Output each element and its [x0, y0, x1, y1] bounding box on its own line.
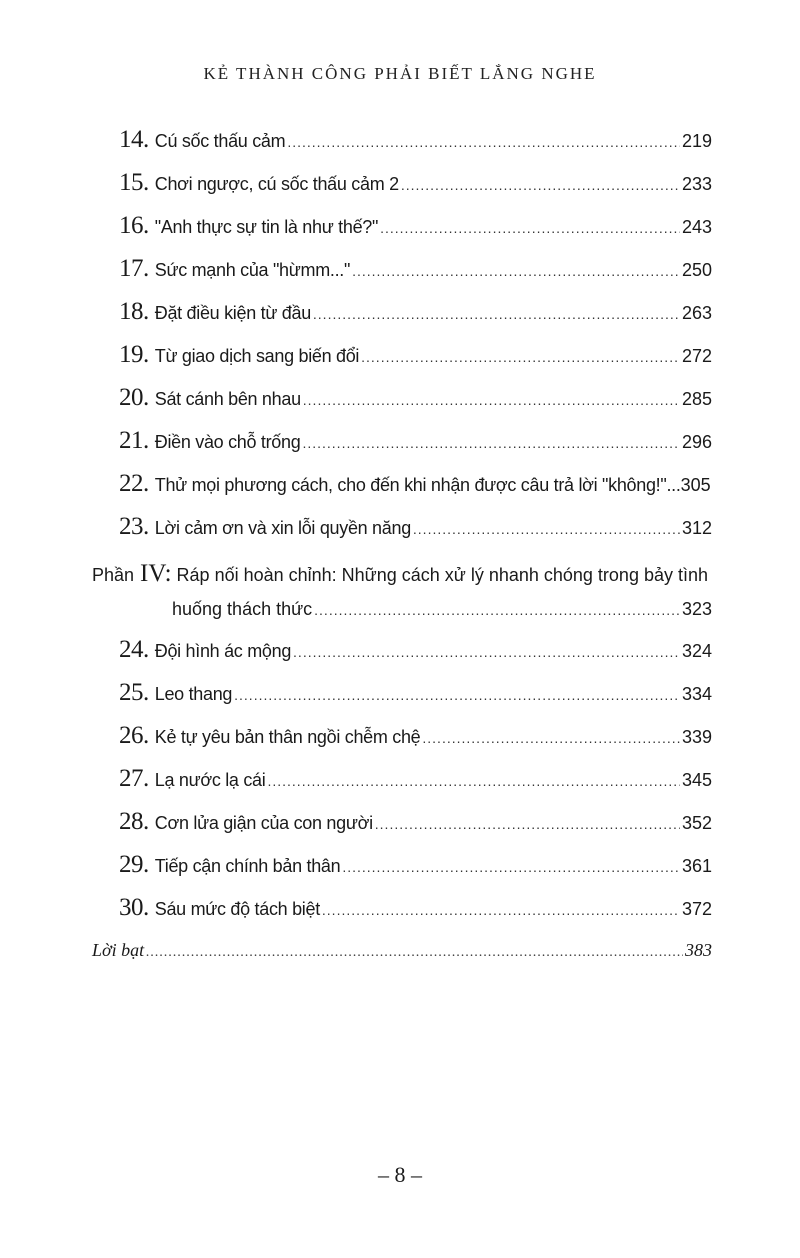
- page-number: 296: [681, 432, 712, 452]
- toc-entry-24[interactable]: [92, 628, 712, 671]
- chapter-number: 20.: [119, 384, 149, 411]
- part-title-line1: Ráp nối hoàn chỉnh: Những cách xử lý nhanh chóng trong bảy tình: [176, 565, 708, 585]
- dot-leader: [342, 846, 680, 889]
- page-number: 233: [681, 174, 712, 194]
- toc-entry-15[interactable]: [92, 161, 712, 204]
- dot-leader: [302, 422, 680, 465]
- chapter-number: 24.: [119, 636, 149, 663]
- dot-leader: [380, 207, 680, 250]
- dot-leader: [234, 674, 680, 717]
- chapter-title: Cơn lửa giận của con người: [154, 813, 373, 833]
- chapter-title: Từ giao dịch sang biến đổi: [154, 346, 360, 366]
- toc-entry-23[interactable]: [92, 505, 712, 548]
- toc-entry-21[interactable]: [92, 419, 712, 462]
- chapter-title: Leo thang: [154, 684, 233, 704]
- chapter-title: Sát cánh bên nhau: [154, 389, 301, 409]
- page-number: 334: [681, 684, 712, 704]
- dot-leader: [352, 250, 680, 293]
- chapter-title: Đặt điều kiện từ đầu: [154, 303, 311, 323]
- page-number: 345: [681, 770, 712, 790]
- dot-leader: [413, 508, 680, 551]
- dot-leader: [401, 164, 680, 207]
- chapter-number: 23.: [119, 513, 149, 540]
- chapter-title: Sáu mức độ tách biệt: [154, 899, 320, 919]
- page-number: 305: [680, 475, 711, 495]
- page-number: 323: [681, 599, 712, 619]
- chapter-number: 21.: [119, 427, 149, 454]
- page-number: 339: [681, 727, 712, 747]
- page-number: 361: [681, 856, 712, 876]
- toc-entry-17[interactable]: [92, 247, 712, 290]
- chapter-title: Cú sốc thấu cảm: [154, 131, 286, 151]
- chapter-number: 16.: [119, 212, 149, 239]
- page-number: 372: [681, 899, 712, 919]
- dot-leader: [375, 803, 680, 846]
- page-number: 312: [681, 518, 712, 538]
- page-number: 352: [681, 813, 712, 833]
- dot-leader: [287, 121, 680, 164]
- chapter-title: Sức mạnh của "hừmm...": [154, 260, 351, 280]
- dot-leader: [313, 293, 680, 336]
- chapter-number: 17.: [119, 255, 149, 282]
- part-prefix: Phần: [92, 565, 135, 585]
- epilogue-title: Lời bạt: [92, 940, 145, 960]
- chapter-number: 30.: [119, 894, 149, 921]
- page-number: 272: [681, 346, 712, 366]
- part-iv-heading[interactable]: [92, 556, 712, 591]
- toc-entry-27[interactable]: [92, 757, 712, 800]
- part-roman-numeral: IV:: [140, 560, 172, 587]
- toc-entry-25[interactable]: [92, 671, 712, 714]
- chapter-number: 15.: [119, 169, 149, 196]
- running-title: KẺ THÀNH CÔNG PHẢI BIẾT LẮNG NGHE: [203, 64, 597, 83]
- toc-entry-18[interactable]: [92, 290, 712, 333]
- chapter-title: Đội hình ác mộng: [154, 641, 292, 661]
- part-iv-continuation[interactable]: [92, 591, 712, 628]
- page-number: 285: [681, 389, 712, 409]
- dot-leader: [422, 717, 680, 760]
- toc-entry-epilogue[interactable]: [92, 929, 712, 972]
- chapter-title: Tiếp cận chính bản thân: [154, 856, 341, 876]
- toc-entry-19[interactable]: [92, 333, 712, 376]
- dot-leader: [361, 336, 680, 379]
- chapter-number: 25.: [119, 679, 149, 706]
- chapter-number: 18.: [119, 298, 149, 325]
- dot-leader: [146, 931, 683, 974]
- toc-entry-16[interactable]: [92, 204, 712, 247]
- chapter-title: Chơi ngược, cú sốc thấu cảm 2: [154, 174, 399, 194]
- toc-entry-26[interactable]: [92, 714, 712, 757]
- chapter-number: 14.: [119, 126, 149, 153]
- toc-entry-22[interactable]: [92, 462, 712, 505]
- toc-entry-28[interactable]: [92, 800, 712, 843]
- page-number: 383: [685, 940, 712, 960]
- chapter-title: Lời cảm ơn và xin lỗi quyền năng: [154, 518, 411, 538]
- dot-leader: [303, 379, 680, 422]
- chapter-number: 19.: [119, 341, 149, 368]
- dot-leader: [314, 592, 680, 629]
- toc-entry-20[interactable]: [92, 376, 712, 419]
- dot-leader: [267, 760, 679, 803]
- chapter-number: 27.: [119, 765, 149, 792]
- chapter-number: 22.: [119, 470, 149, 497]
- table-of-contents: [92, 118, 712, 972]
- chapter-title: Thử mọi phương cách, cho đến khi nhận được câu trả lời "không!"...: [154, 475, 681, 495]
- page-number: 219: [681, 131, 712, 151]
- chapter-number: 26.: [119, 722, 149, 749]
- toc-entry-29[interactable]: [92, 843, 712, 886]
- toc-entry-14[interactable]: [92, 118, 712, 161]
- page-folio: – 8 –: [378, 1162, 422, 1187]
- part-title-line2: huống thách thức: [172, 599, 313, 619]
- chapter-title: Kẻ tự yêu bản thân ngồi chễm chệ: [154, 727, 421, 747]
- dot-leader: [293, 631, 680, 674]
- page-number: 324: [681, 641, 712, 661]
- page-number: 263: [681, 303, 712, 323]
- chapter-title: Điền vào chỗ trống: [154, 432, 301, 452]
- page-number: 243: [681, 217, 712, 237]
- chapter-number: 29.: [119, 851, 149, 878]
- chapter-number: 28.: [119, 808, 149, 835]
- chapter-title: Lạ nước lạ cái: [154, 770, 266, 790]
- chapter-title: "Anh thực sự tin là như thế?": [154, 217, 379, 237]
- page-number: 250: [681, 260, 712, 280]
- dot-leader: [322, 889, 680, 932]
- toc-entry-30[interactable]: [92, 886, 712, 929]
